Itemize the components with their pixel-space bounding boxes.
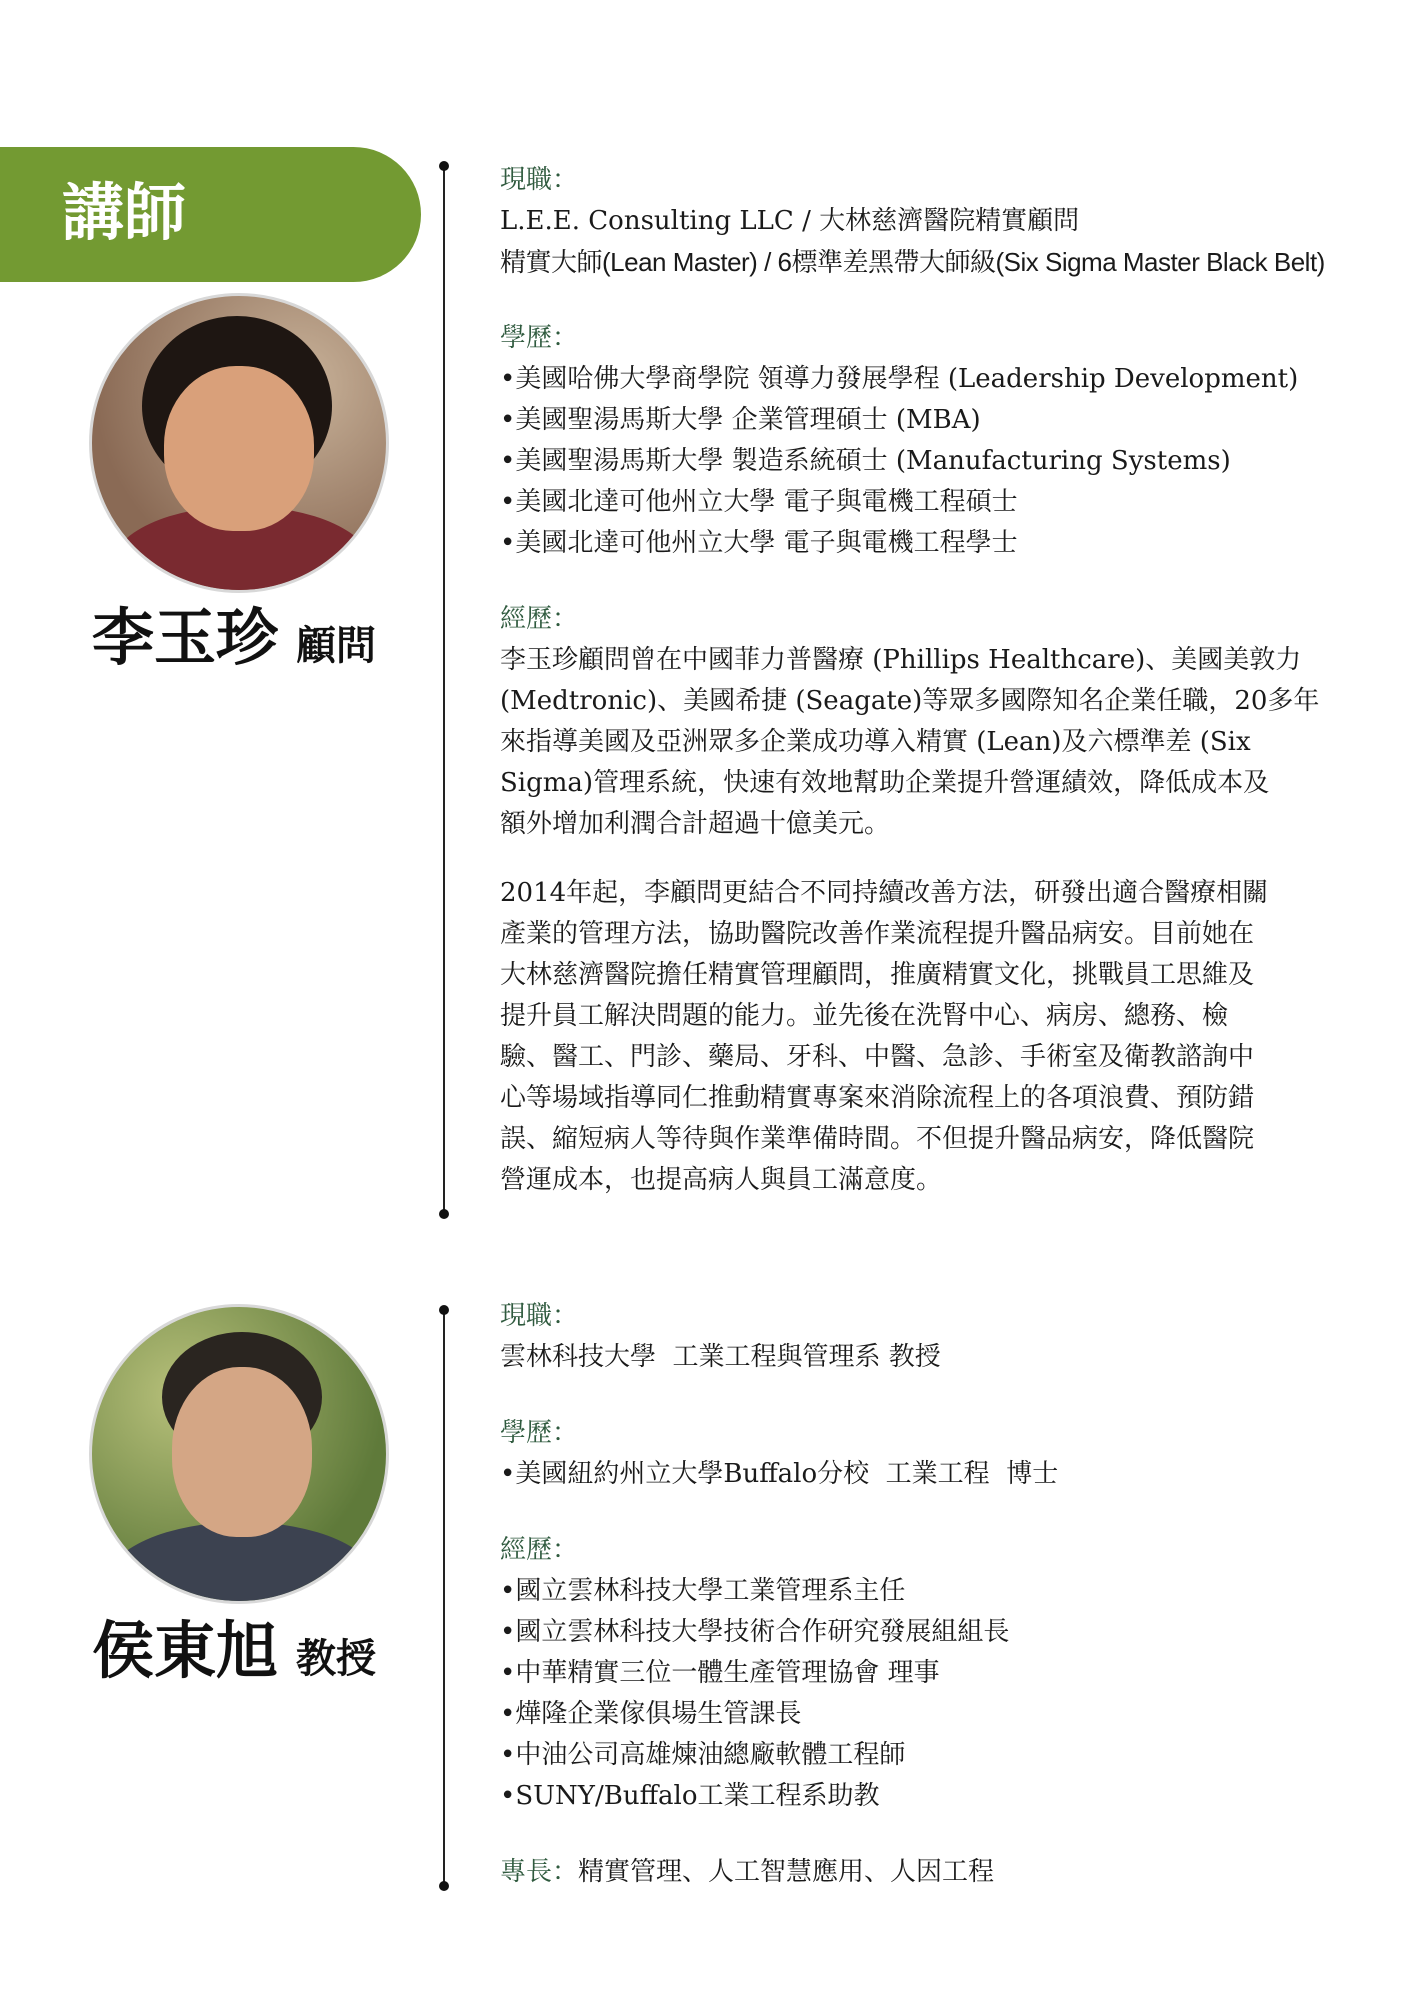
education-item: •美國聖湯馬斯大學 企業管理碩士 (MBA) bbox=[500, 405, 981, 435]
instructor-details-lee bbox=[500, 160, 1350, 1201]
education-label: 學歷： bbox=[500, 323, 579, 353]
divider-dot bbox=[439, 1881, 449, 1891]
experience-label: 經歷： bbox=[500, 1535, 579, 1565]
section-header-tab bbox=[0, 147, 421, 282]
experience-text: 額外增加利潤合計超過十億美元。 bbox=[500, 809, 891, 839]
education-label: 學歷： bbox=[500, 1418, 579, 1448]
title-text: 教授 bbox=[296, 1636, 377, 1682]
current-label: 現職： bbox=[500, 165, 579, 195]
experience-text: 大林慈濟醫院擔任精實管理顧問，推廣精實文化，挑戰員工思維及 bbox=[500, 960, 1255, 990]
experience-item: •中油公司高雄煉油總廠軟體工程師 bbox=[500, 1740, 906, 1770]
instructor-name-hou bbox=[92, 1601, 376, 1690]
divider-dot bbox=[439, 161, 449, 171]
education-item: •美國紐約州立大學Buffalo分校 工業工程 博士 bbox=[500, 1459, 1059, 1489]
specialty-text: 精實管理、人工智慧應用、人因工程 bbox=[578, 1857, 995, 1887]
education-item: •美國哈佛大學商學院 領導力發展學程 (Leadership Development) bbox=[500, 364, 1299, 394]
experience-item: •國立雲林科技大學技術合作研究發展組組長 bbox=[500, 1617, 1010, 1647]
divider-dot bbox=[439, 1305, 449, 1315]
experience-text: 來指導美國及亞洲眾多企業成功導入精實 (Lean)及六標準差 (Six bbox=[500, 727, 1251, 757]
name-text: 侯東旭 bbox=[92, 1614, 279, 1687]
experience-label: 經歷： bbox=[500, 604, 579, 634]
experience-text: 2014年起，李顧問更結合不同持續改善方法，研發出適合醫療相關 bbox=[500, 878, 1269, 908]
current-line: 雲林科技大學 工業工程與管理系 教授 bbox=[500, 1342, 941, 1372]
experience-text: 李玉珍顧問曾在中國菲力普醫療 (Phillips Healthcare)、美國美敦力 bbox=[500, 645, 1302, 675]
experience-item: •中華精實三位一體生產管理協會 理事 bbox=[500, 1658, 940, 1688]
specialty-line bbox=[500, 1852, 1350, 1893]
experience-text: 營運成本，也提高病人與員工滿意度。 bbox=[500, 1165, 943, 1195]
experience-item: •燁隆企業傢俱場生管課長 bbox=[500, 1699, 802, 1729]
experience-text: 誤、縮短病人等待與作業準備時間。不但提升醫品病安，降低醫院 bbox=[500, 1124, 1255, 1154]
current-line: 精實大師(Lean Master) / 6標準差黑帶大師級(Six Sigma Master Black Belt) bbox=[500, 247, 1325, 277]
name-text: 李玉珍 bbox=[92, 601, 279, 674]
divider-line bbox=[443, 166, 445, 1214]
experience-text: (Medtronic)、美國希捷 (Seagate)等眾多國際知名企業任職，20多年 bbox=[500, 686, 1320, 716]
divider-line bbox=[443, 1310, 445, 1886]
experience-text: 驗、醫工、門診、藥局、牙科、中醫、急診、手術室及衛教諮詢中 bbox=[500, 1042, 1255, 1072]
education-item: •美國北達可他州立大學 電子與電機工程學士 bbox=[500, 528, 1018, 558]
current-label: 現職： bbox=[500, 1301, 579, 1331]
experience-text: 提升員工解決問題的能力。並先後在洗腎中心、病房、總務、檢 bbox=[500, 1001, 1229, 1031]
education-item: •美國北達可他州立大學 電子與電機工程碩士 bbox=[500, 487, 1018, 517]
current-line: L.E.E. Consulting LLC / 大林慈濟醫院精實顧問 bbox=[500, 206, 1080, 236]
instructor-name-lee bbox=[92, 588, 376, 677]
experience-item: •國立雲林科技大學工業管理系主任 bbox=[500, 1576, 906, 1606]
experience-text: 產業的管理方法，協助醫院改善作業流程提升醫品病安。目前她在 bbox=[500, 919, 1255, 949]
specialty-label: 專長： bbox=[500, 1857, 579, 1887]
experience-text: Sigma)管理系統，快速有效地幫助企業提升營運績效，降低成本及 bbox=[500, 768, 1270, 798]
instructor-photo-hou bbox=[89, 1304, 389, 1604]
experience-item: •SUNY/Buffalo工業工程系助教 bbox=[500, 1781, 880, 1811]
divider-dot bbox=[439, 1209, 449, 1219]
title-text: 顧問 bbox=[296, 623, 377, 669]
section-title: 講師 bbox=[62, 176, 187, 249]
education-item: •美國聖湯馬斯大學 製造系統碩士 (Manufacturing Systems) bbox=[500, 446, 1231, 476]
experience-text: 心等場域指導同仁推動精實專案來消除流程上的各項浪費、預防錯 bbox=[500, 1083, 1255, 1113]
instructor-photo-lee bbox=[89, 293, 389, 593]
instructor-details-hou bbox=[500, 1296, 1350, 1893]
